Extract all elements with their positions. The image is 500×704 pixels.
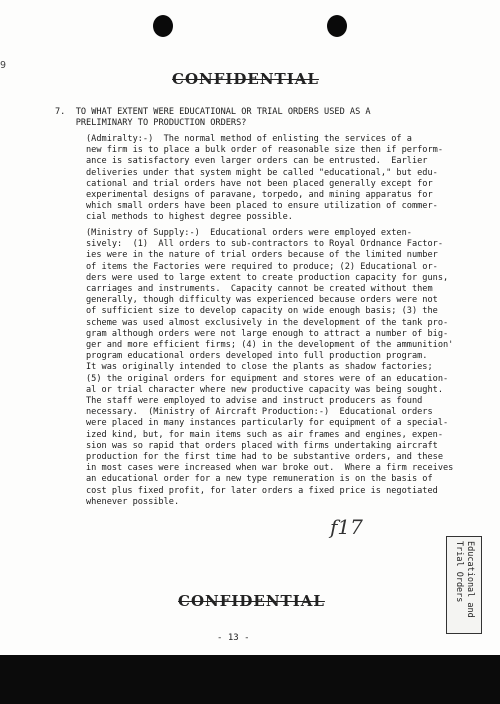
confidential-stamp-top: CONFIDENTIAL xyxy=(172,70,319,88)
punch-hole-right xyxy=(327,15,347,37)
page-number: - 13 - xyxy=(217,633,250,643)
admiralty-paragraph: (Admiralty:-) The normal method of enlisting the services of a new firm is to place a bulk order of reasonable size then if perform- ance is satisfactory even larger orders can be entrusted. Earlier deliveries under that system might be called "educational," but edu- cational and trial orders have not been placed generally except for experimental designs of paravane, torpedo, and mining apparatus for which small orders have been placed to ensure utilization of commer- cial methods to highest degree possible. xyxy=(86,134,443,223)
ministry-paragraph: (Ministry of Supply:-) Educational orders were employed exten- sively: (1) All orders to sub-contractors to Royal Ordnance Factor- ies were in the nature of trial orders because of the limited number of items the Factories were required to produce; (2) Educational or- ders were used to large extent to create production capacity for guns, carriages and instruments. Capacity cannot be created without them generally, though difficulty was experienced because orders were not of sufficient size to develop capacity on wide enough basis; (3) the scheme was used almost exclusively in the development of the tank pro- gram although orders were not large enough to attract a number of big- ger and more efficient firms; (4) in the development of the ammunition' program educational orders developed into full production program. It was originally intended to close the plants as shadow factories; (5) the original orders for equipment and stores were of an education- al or trial character where new productive capacity was being sought. The staff were employed to advise and instruct producers as found necessary. (Ministry of Aircraft Production:-) Educational orders were placed in many instances particularly for equipment of a special- ized kind, but, for main items such as air frames and engines, expen- sion was so rapid that orders placed with firms undertaking aircraft production for the first time had to be substantive orders, and these in most cases were increased when war broke out. Where a firm receives an educational order for a new type remuneration is on the basis of cost plus fixed profit, for later orders a fixed price is negotiated whenever possible. xyxy=(86,228,454,507)
confidential-stamp-bottom: CONFIDENTIAL xyxy=(178,592,325,610)
punch-hole-left xyxy=(153,15,173,37)
margin-mark: 9 xyxy=(0,60,7,71)
margin-side-label xyxy=(446,536,482,634)
handwritten-note: f17 xyxy=(330,515,363,539)
scan-border-bottom xyxy=(0,655,500,704)
question-heading: 7. TO WHAT EXTENT WERE EDUCATIONAL OR TRIAL ORDERS USED AS A PRELIMINARY TO PRODUCTION ORDERS? xyxy=(55,107,371,129)
side-label-text: Educational and Trial Orders xyxy=(454,541,475,618)
